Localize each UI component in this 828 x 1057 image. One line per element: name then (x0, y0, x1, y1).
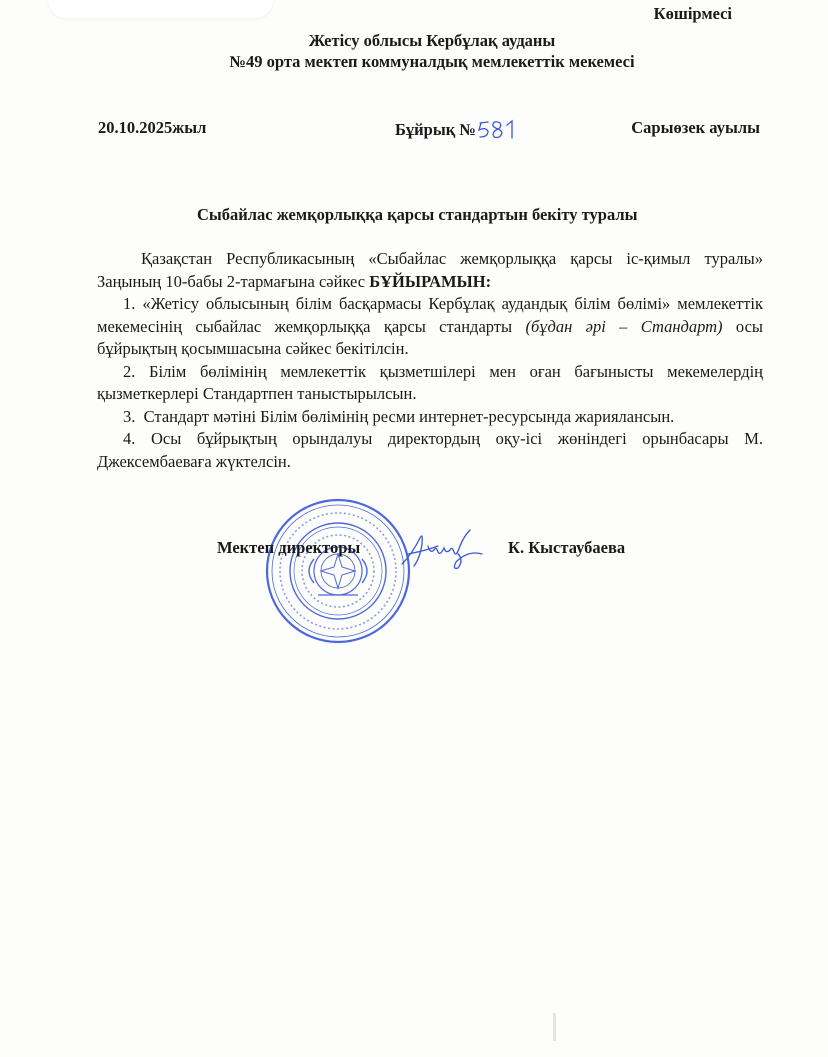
copy-mark: Көшірмесі (653, 4, 732, 23)
order-label-row (395, 118, 520, 140)
list-item (97, 361, 763, 406)
item-number: 2. (123, 361, 136, 381)
item-text: Стандарт мәтіні Білім бөлімінің ресми интернет-ресурсында жариялансын. (143, 406, 675, 426)
item-text: «Жетісу облысының білім басқармасы Кербұлақ аудандық білім бөлімі» мемлекеттік мекемесінің сыбайлас жемқорлыққа қарсы стандарты (97, 294, 763, 336)
list-item (97, 293, 763, 361)
signatory-name: К. Кыстаубаева (508, 538, 626, 557)
item-number: 1. (123, 294, 136, 313)
intro-paragraph (97, 248, 763, 293)
item-text: осы бұйрықтың қосымшасына сәйкес бекітілсін. (97, 316, 763, 358)
paper-mark (553, 1013, 556, 1041)
intro-directive: БҰЙЫРАМЫН: (369, 271, 492, 291)
item-text: Осы бұйрықтың орындалуы директордың оқу-ісі жөніндегі орынбасары М. Джексембаеваға жүктелсін. (97, 429, 763, 471)
list-item (97, 428, 763, 473)
document-title: Сыбайлас жемқорлыққа қарсы стандартын бекіту туралы (197, 205, 638, 224)
handwritten-signature (398, 524, 484, 572)
official-stamp (264, 497, 412, 645)
list-item (97, 406, 763, 429)
signatory-title: Мектеп директоры (217, 538, 361, 557)
screenshot-overlay (48, 0, 273, 18)
item-number: 3. (123, 406, 136, 426)
item-number: 4. (123, 429, 136, 448)
item-text: Білім бөлімінің мемлекеттік қызметшілері мен оған бағынысты мекемелердің қызметкерлері Стандартпен таныстырылсын. (97, 361, 764, 403)
item-italic: (бұдан әрі – Стандарт) (525, 316, 723, 336)
document-body (97, 248, 763, 473)
intro-text: Қазақстан Республикасының «Сыбайлас жемқорлыққа қарсы іс-қимыл туралы» Заңының 10-бабы 2-тармағына сәйкес (97, 249, 763, 291)
header-line-1: Жетісу облысы Кербұлақ ауданы (308, 31, 556, 50)
order-place: Сарыөзек ауылы (631, 118, 760, 137)
handwritten-order-number (476, 118, 520, 140)
order-date: 20.10.2025жыл (98, 118, 207, 137)
order-label: Бұйрық № (395, 120, 476, 139)
header-line-2: №49 орта мектеп коммуналдық мемлекеттік мекемесі (229, 52, 635, 71)
